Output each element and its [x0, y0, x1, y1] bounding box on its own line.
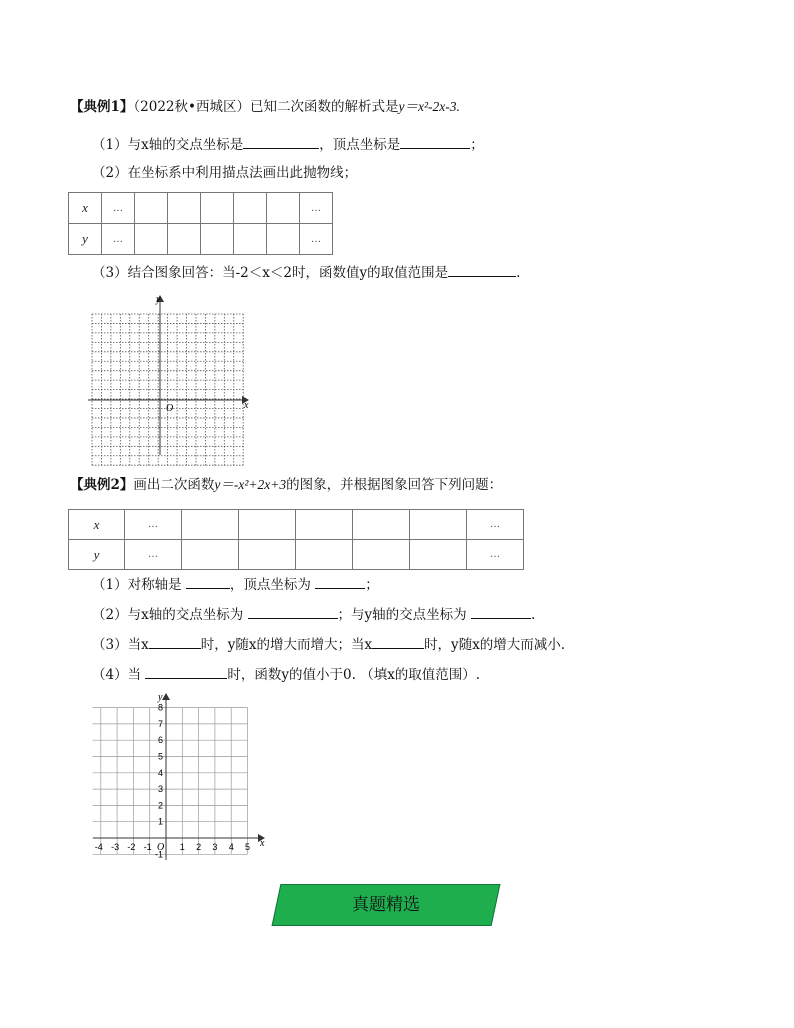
example2-coordinate-grid[interactable]	[88, 690, 278, 868]
y-tick-label: -1	[155, 849, 164, 860]
table-cell-empty[interactable]	[267, 193, 300, 224]
example2-q2	[92, 604, 535, 624]
x-tick-label: 3	[212, 842, 218, 852]
example2-q2-text-2: ；与y轴的交点坐标为	[337, 607, 467, 623]
example2-q3-answer-blank-1[interactable]	[149, 634, 201, 649]
y-tick-label: 5	[158, 751, 164, 762]
table-cell: …	[102, 193, 135, 224]
y-axis-label: y	[156, 294, 161, 305]
example2-q3-text-2: 时，y随x的增大而增大；当x	[200, 637, 373, 653]
example1-value-table	[68, 192, 333, 255]
table-cell: …	[467, 540, 524, 570]
example2-stem: 画出二次函数	[133, 477, 215, 493]
table-cell-empty[interactable]	[267, 224, 300, 255]
table-cell-empty[interactable]	[234, 193, 267, 224]
example2-q4	[92, 664, 480, 684]
example1-q3	[92, 262, 520, 282]
table-cell-empty[interactable]	[182, 540, 239, 570]
x-axis-label: x	[260, 838, 265, 849]
y-axis-label: y	[158, 692, 163, 703]
example1-q3-end: .	[516, 265, 521, 281]
origin-label: O	[166, 403, 174, 414]
table-row	[69, 510, 524, 540]
dotted-grid	[92, 314, 243, 465]
table-cell: …	[102, 224, 135, 255]
table-cell: …	[300, 193, 333, 224]
example2-heading	[70, 476, 502, 494]
example2-q4-text: （4）当	[92, 667, 142, 683]
x-tick-label: -3	[111, 842, 120, 852]
x-tick-label: 1	[179, 842, 185, 852]
table-row	[69, 540, 524, 570]
example2-q3	[92, 634, 565, 654]
table-cell-empty[interactable]	[296, 540, 353, 570]
table-cell-empty[interactable]	[353, 540, 410, 570]
example1-q3-text: （3）结合图象回答：当-2＜x＜2时，函数值y的取值范围是	[92, 265, 449, 281]
table-cell-empty[interactable]	[239, 540, 296, 570]
y-tick-label: 6	[158, 735, 164, 746]
example1-q3-answer-blank[interactable]	[448, 262, 516, 277]
example1-formula: y＝x²-2x-3.	[398, 99, 460, 114]
x-tick-label: 2	[196, 842, 202, 852]
example1-q1-answer-blank-2[interactable]	[400, 134, 470, 149]
x-axis-label: x	[244, 400, 249, 411]
y-tick-label: 4	[158, 767, 164, 778]
x-tick-label: -4	[94, 842, 103, 852]
banner-label: 真题精选	[352, 895, 420, 915]
table-header-y: y	[69, 540, 125, 570]
y-tick-label: 8	[158, 702, 164, 713]
example2-tag: 【典例2】	[70, 477, 134, 493]
example2-q4-answer-blank[interactable]	[145, 664, 227, 679]
y-tick-label: 7	[158, 718, 164, 729]
example2-value-table	[68, 509, 524, 570]
example1-q1	[92, 134, 484, 154]
table-cell-empty[interactable]	[201, 193, 234, 224]
example2-q2-text: （2）与x轴的交点坐标为	[92, 607, 244, 623]
table-cell-empty[interactable]	[234, 224, 267, 255]
example1-q1-text: （1）与x轴的交点坐标是	[92, 137, 244, 153]
table-header-y: y	[69, 224, 102, 255]
example2-q1-text-2: ，顶点坐标为	[229, 577, 311, 593]
y-tick-label: 2	[158, 800, 164, 811]
x-tick-label: 5	[245, 842, 251, 852]
example1-q1-end: ；	[470, 137, 484, 153]
table-cell: …	[467, 510, 524, 540]
table-cell: …	[300, 224, 333, 255]
table-cell-empty[interactable]	[168, 224, 201, 255]
example2-q3-answer-blank-2[interactable]	[372, 634, 424, 649]
example2-q1-answer-blank-2[interactable]	[315, 574, 365, 589]
table-cell-empty[interactable]	[201, 224, 234, 255]
example2-q1	[92, 574, 379, 594]
tick-labels	[95, 703, 250, 860]
y-tick-label: 1	[158, 816, 164, 827]
section-banner	[276, 884, 496, 926]
table-cell: …	[125, 540, 182, 570]
table-cell-empty[interactable]	[239, 510, 296, 540]
table-cell-empty[interactable]	[353, 510, 410, 540]
example1-heading	[70, 98, 460, 116]
example1-coordinate-grid[interactable]	[84, 290, 254, 460]
example2-q1-answer-blank-1[interactable]	[186, 574, 230, 589]
example1-q2-text: （2）在坐标系中利用描点法画出此抛物线；	[92, 165, 358, 181]
table-header-x: x	[69, 193, 102, 224]
example2-q1-end: ；	[365, 577, 379, 593]
example2-formula: y＝-x²+2x+3	[214, 477, 287, 492]
table-cell: …	[125, 510, 182, 540]
table-row	[69, 224, 333, 255]
example2-stem-tail: 的图象，并根据图象回答下列问题：	[286, 477, 503, 493]
example2-q2-end: .	[530, 607, 536, 623]
y-axis-arrow-icon	[162, 693, 170, 700]
example2-q3-text: （3）当x	[92, 637, 149, 653]
example1-source: （2022秋•西城区）	[133, 99, 250, 115]
table-cell-empty[interactable]	[182, 510, 239, 540]
example1-q1-answer-blank-1[interactable]	[243, 134, 319, 149]
example1-q2	[92, 164, 357, 182]
example2-q3-text-3: 时，y随x的增大而减小.	[424, 637, 566, 653]
table-header-x: x	[69, 510, 125, 540]
example2-q2-answer-blank-1[interactable]	[248, 604, 338, 619]
example2-q2-answer-blank-2[interactable]	[471, 604, 531, 619]
table-cell-empty[interactable]	[410, 540, 467, 570]
table-cell-empty[interactable]	[135, 193, 168, 224]
x-tick-label: -2	[127, 842, 136, 852]
table-cell-empty[interactable]	[168, 193, 201, 224]
example1-tag: 【典例1】	[70, 99, 134, 115]
table-row	[69, 193, 333, 224]
example2-q4-text-2: 时，函数y的值小于0. （填x的取值范围）.	[227, 667, 481, 683]
example1-q1-text-2: ，顶点坐标是	[319, 137, 401, 153]
solid-grid	[93, 708, 251, 855]
example2-q1-text: （1）对称轴是	[92, 577, 182, 593]
origin-label: O	[157, 842, 165, 853]
x-tick-label: 4	[228, 842, 234, 852]
table-cell-empty[interactable]	[296, 510, 353, 540]
example1-stem: 已知二次函数的解析式是	[249, 99, 399, 115]
table-cell-empty[interactable]	[135, 224, 168, 255]
table-cell-empty[interactable]	[410, 510, 467, 540]
x-tick-label: -1	[143, 842, 152, 852]
y-tick-label: 3	[158, 784, 164, 795]
